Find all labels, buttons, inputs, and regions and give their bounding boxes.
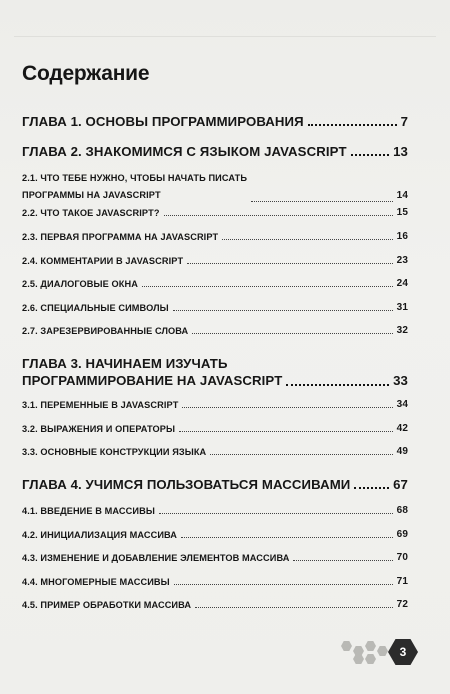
toc-chapter-1[interactable]: [22, 114, 408, 129]
toc-section-label: 3.3. ОСНОВНЫЕ КОНСТРУКЦИИ ЯЗЫКА: [22, 447, 207, 457]
toc-chapter-label: ГЛАВА 2. ЗНАКОМИМСЯ С ЯЗЫКОМ JAVASCRIPT: [22, 144, 347, 159]
toc-section-4-5[interactable]: [22, 599, 408, 610]
dot-leader: [351, 154, 389, 156]
dot-leader: [195, 607, 393, 608]
hexagon-decor-icon: [377, 646, 388, 656]
toc-page-number: 49: [396, 446, 408, 457]
dot-leader: [251, 201, 393, 202]
toc-section-4-2[interactable]: [22, 529, 408, 540]
toc-section-label: 3.1. ПЕРЕМЕННЫЕ В JAVASCRIPT: [22, 400, 179, 410]
toc-section-label: 2.3. ПЕРВАЯ ПРОГРАММА НА JAVASCRIPT: [22, 232, 219, 242]
dot-leader: [164, 215, 393, 216]
toc-page-number: 31: [396, 302, 408, 313]
toc-chapter-2[interactable]: [22, 144, 408, 159]
toc-page-number: 33: [393, 373, 408, 388]
dot-leader: [222, 239, 392, 240]
toc-page-number: 68: [396, 505, 408, 516]
toc-section-2-5[interactable]: [22, 278, 408, 289]
dot-leader: [354, 487, 389, 489]
toc-section-label: 4.4. МНОГОМЕРНЫЕ МАССИВЫ: [22, 577, 170, 587]
toc-section-label: 2.1. ЧТО ТЕБЕ НУЖНО, ЧТОБЫ НАЧАТЬ ПИСАТЬ ПРОГРАММЫ НА JAVASCRIPT: [22, 173, 248, 200]
toc-page-number: 7: [400, 114, 408, 129]
dot-leader: [182, 407, 392, 408]
toc-page-number: 70: [396, 552, 408, 563]
toc-section-2-4[interactable]: [22, 255, 408, 266]
toc-section-2-1[interactable]: [22, 170, 408, 204]
toc-page-number: 14: [396, 190, 408, 201]
dot-leader: [187, 263, 392, 264]
toc-page-number: 42: [396, 423, 408, 434]
toc-page-number: 32: [396, 325, 408, 336]
hexagon-decor-icon: [353, 654, 364, 664]
toc-section-4-1[interactable]: [22, 505, 408, 516]
dot-leader: [293, 560, 392, 561]
toc-page-number: 67: [393, 477, 408, 492]
toc-page-number: 69: [396, 529, 408, 540]
toc-section-2-2[interactable]: [22, 207, 408, 218]
hexagon-decor-icon: [341, 641, 352, 651]
toc-section-3-1[interactable]: [22, 399, 408, 410]
toc-section-label: 3.2. ВЫРАЖЕНИЯ И ОПЕРАТОРЫ: [22, 424, 176, 434]
page-number: 3: [399, 645, 407, 659]
toc-page-number: 23: [396, 255, 408, 266]
toc-page-number: 34: [396, 399, 408, 410]
dot-leader: [181, 537, 393, 538]
toc-page-number: 13: [393, 144, 408, 159]
hexagon-decor-icon: [365, 654, 376, 664]
toc-page-number: 15: [396, 207, 408, 218]
toc-section-3-3[interactable]: [22, 446, 408, 457]
toc-section-2-3[interactable]: [22, 231, 408, 242]
toc-chapter-4[interactable]: [22, 477, 408, 492]
dot-leader: [192, 333, 392, 334]
dot-leader: [142, 286, 393, 287]
page-title: Содержание: [22, 62, 150, 85]
dot-leader: [210, 454, 392, 455]
toc-section-label: 4.3. ИЗМЕНЕНИЕ И ДОБАВЛЕНИЕ ЭЛЕМЕНТОВ МАССИВА: [22, 553, 290, 563]
toc-chapter-label: ГЛАВА 4. УЧИМСЯ ПОЛЬЗОВАТЬСЯ МАССИВАМИ: [22, 477, 351, 492]
hexagon-decor-icon: [365, 641, 376, 651]
dot-leader: [174, 584, 393, 585]
toc-section-label: 4.2. ИНИЦИАЛИЗАЦИЯ МАССИВА: [22, 530, 178, 540]
toc-section-2-6[interactable]: [22, 302, 408, 313]
dot-leader: [286, 384, 389, 386]
toc-chapter-label: ГЛАВА 3. НАЧИНАЕМ ИЗУЧАТЬ ПРОГРАММИРОВАНИЕ НА JAVASCRIPT: [22, 356, 283, 388]
toc-section-label: 2.2. ЧТО ТАКОЕ JAVASCRIPT?: [22, 208, 160, 218]
toc-page-number: 72: [396, 599, 408, 610]
toc-section-label: 2.6. СПЕЦИАЛЬНЫЕ СИМВОЛЫ: [22, 303, 169, 313]
top-bleed-through: [14, 36, 436, 43]
dot-leader: [308, 124, 397, 126]
toc-section-label: 4.5. ПРИМЕР ОБРАБОТКИ МАССИВА: [22, 600, 192, 610]
toc-section-2-7[interactable]: [22, 325, 408, 336]
toc-section-4-3[interactable]: [22, 552, 408, 563]
toc-page-number: 16: [396, 231, 408, 242]
toc-page-number: 71: [396, 576, 408, 587]
toc-section-label: 4.1. ВВЕДЕНИЕ В МАССИВЫ: [22, 506, 155, 516]
toc-chapter-label: ГЛАВА 1. ОСНОВЫ ПРОГРАММИРОВАНИЯ: [22, 114, 304, 129]
toc-chapter-3[interactable]: [22, 355, 408, 389]
page-number-badge: [388, 639, 418, 665]
toc-section-label: 2.7. ЗАРЕЗЕРВИРОВАННЫЕ СЛОВА: [22, 326, 189, 336]
dot-leader: [179, 431, 393, 432]
toc-section-label: 2.4. КОММЕНТАРИИ В JAVASCRIPT: [22, 256, 184, 266]
dot-leader: [173, 310, 393, 311]
toc-page-number: 24: [396, 278, 408, 289]
dot-leader: [159, 513, 393, 514]
toc-section-3-2[interactable]: [22, 423, 408, 434]
toc-section-label: 2.5. ДИАЛОГОВЫЕ ОКНА: [22, 279, 138, 289]
toc-section-4-4[interactable]: [22, 576, 408, 587]
